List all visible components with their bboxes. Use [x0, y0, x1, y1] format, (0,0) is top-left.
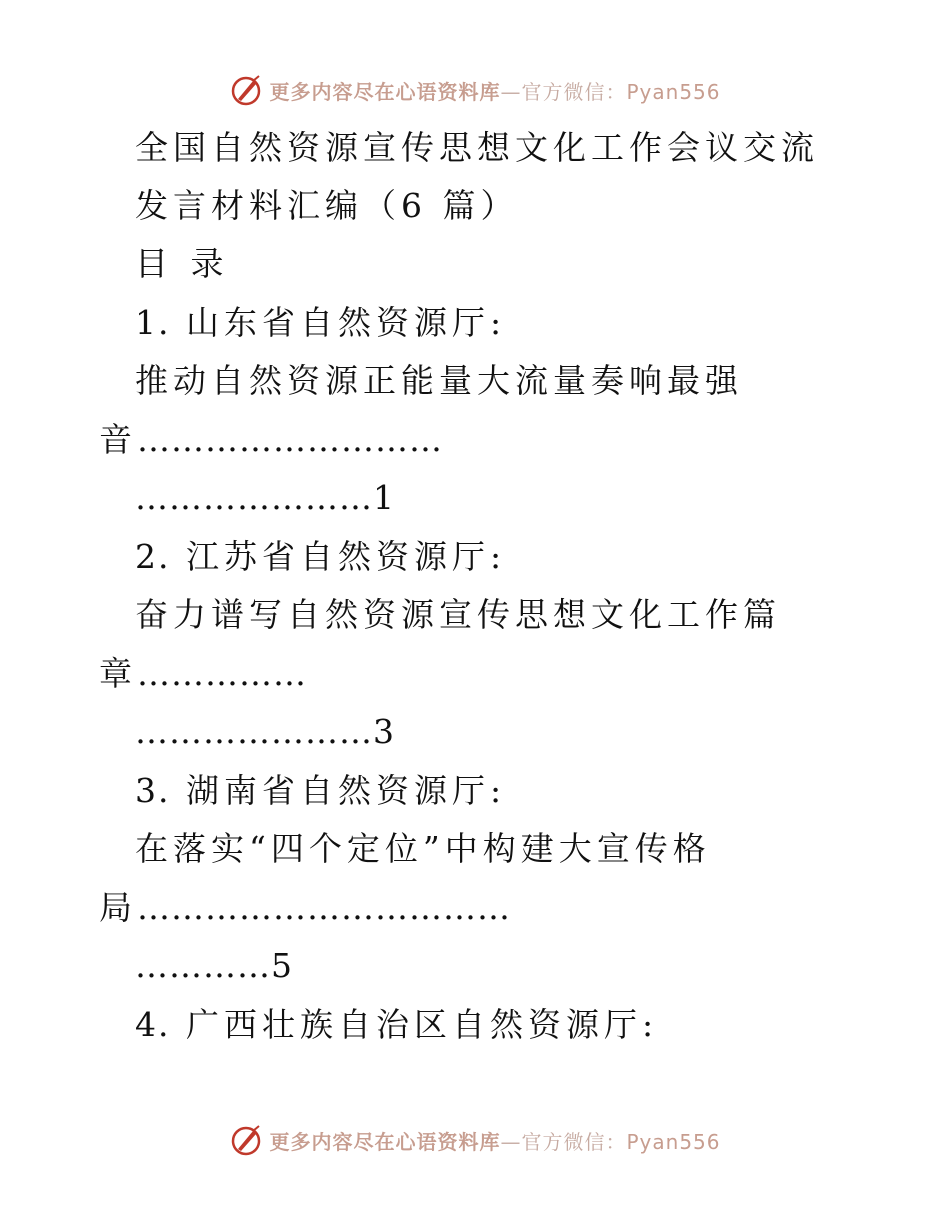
- toc-item-leader: …………………: [135, 712, 373, 751]
- banner-main-text: 更多内容尽在心语资料库: [269, 1129, 501, 1154]
- toc-item-1-org[interactable]: [135, 303, 506, 343]
- banner-main-text: 更多内容尽在心语资料库: [269, 79, 501, 104]
- toc-item-1-page-line[interactable]: [135, 478, 399, 518]
- banner-separator: —: [500, 1129, 522, 1154]
- toc-item-3-title-tail[interactable]: [99, 888, 511, 928]
- toc-item-title-tail: 章: [99, 654, 137, 693]
- toc-item-number: 3.: [135, 771, 171, 810]
- banner-text: [269, 1126, 720, 1155]
- banner-separator: —: [500, 79, 522, 104]
- document-title-line-2: 发言材料汇编（6 篇）: [135, 186, 519, 225]
- header-banner: [0, 70, 950, 110]
- banner-wechat-id: Pyan556: [626, 1129, 721, 1154]
- toc-item-title-tail: 音: [99, 420, 137, 459]
- toc-item-2-title-tail[interactable]: [99, 654, 307, 694]
- toc-item-3-page-line[interactable]: [135, 946, 297, 986]
- toc-item-2-org[interactable]: [135, 537, 506, 577]
- footer-banner: [0, 1120, 950, 1160]
- toc-item-2-title[interactable]: 奋力谱写自然资源宣传思想文化工作篇: [135, 595, 781, 634]
- quill-pen-logo-icon: [229, 73, 263, 107]
- banner-text: [269, 76, 720, 105]
- toc-item-org: 山东省自然资源厅:: [186, 303, 507, 342]
- document-title-line-1: 全国自然资源宣传思想文化工作会议交流: [135, 128, 819, 167]
- toc-item-org: 广西壮族自治区自然资源厅:: [186, 1005, 659, 1044]
- toc-item-3-org[interactable]: [135, 771, 506, 811]
- toc-item-4-org[interactable]: [135, 1005, 658, 1045]
- toc-item-page-number: 5: [271, 946, 297, 985]
- toc-item-org: 江苏省自然资源厅:: [186, 537, 507, 576]
- toc-heading: 目 录: [135, 244, 230, 283]
- toc-item-page-number: 3: [373, 712, 399, 751]
- toc-item-leader: …………: [135, 946, 271, 985]
- toc-item-leader: ……………………………: [137, 888, 511, 927]
- toc-item-leader: ……………: [137, 654, 307, 693]
- toc-item-leader: …………………: [135, 478, 373, 517]
- banner-sub-text: 官方微信：: [521, 1129, 627, 1154]
- toc-item-number: 4.: [135, 1005, 171, 1044]
- toc-item-number: 2.: [135, 537, 171, 576]
- quill-pen-logo-icon: [229, 1123, 263, 1157]
- toc-item-title-tail: 局: [99, 888, 137, 927]
- toc-item-leader: ………………………: [137, 420, 443, 459]
- toc-item-org: 湖南省自然资源厅:: [186, 771, 507, 810]
- toc-item-number: 1.: [135, 303, 171, 342]
- banner-sub-text: 官方微信：: [521, 79, 627, 104]
- toc-item-1-title[interactable]: 推动自然资源正能量大流量奏响最强: [135, 361, 743, 400]
- toc-item-1-title-tail[interactable]: [99, 420, 443, 460]
- toc-item-2-page-line[interactable]: [135, 712, 399, 752]
- banner-wechat-id: Pyan556: [626, 79, 721, 104]
- toc-item-3-title[interactable]: 在落实“四个定位”中构建大宣传格: [135, 829, 711, 868]
- toc-item-page-number: 1: [373, 478, 399, 517]
